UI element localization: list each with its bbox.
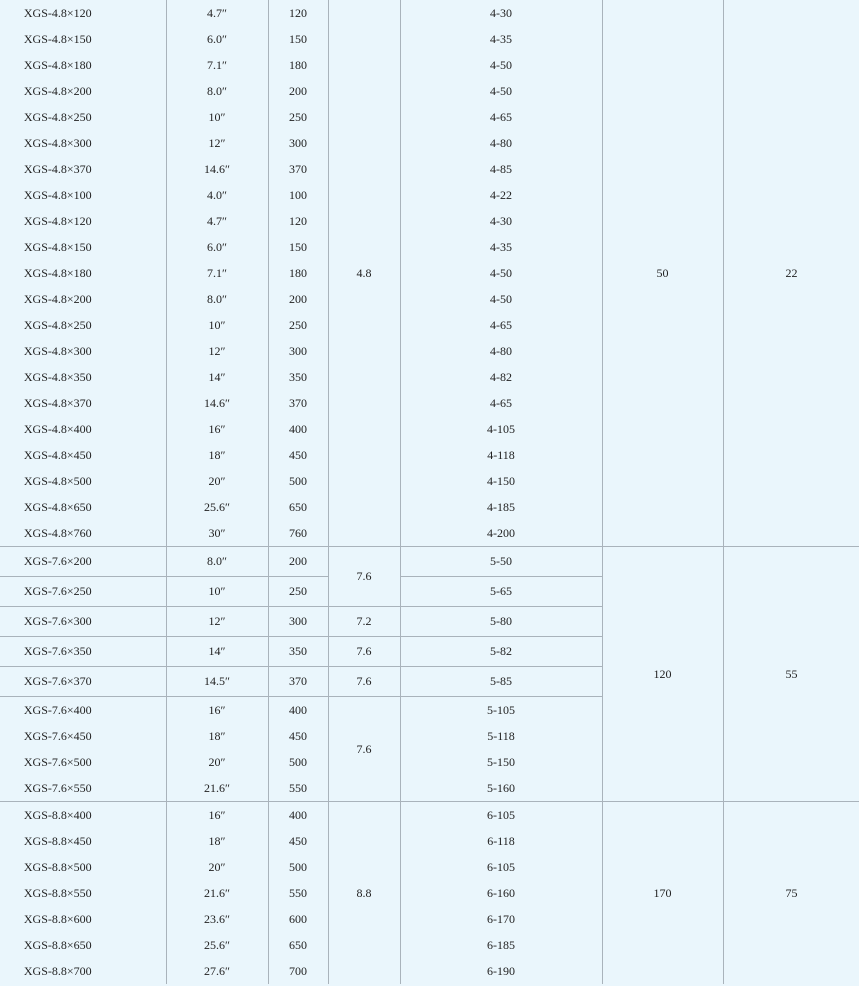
- package-qty-cell: 22: [723, 0, 859, 547]
- length-inch-cell: 18″: [166, 828, 268, 854]
- length-inch-cell: 4.7″: [166, 0, 268, 26]
- model-cell: XGS-8.8×400: [0, 802, 166, 829]
- bundle-diameter-cell: 4-65: [400, 312, 602, 338]
- length-mm-cell: 650: [268, 494, 328, 520]
- length-mm-cell: 450: [268, 442, 328, 468]
- model-cell: XGS-4.8×180: [0, 260, 166, 286]
- diameter-cell: 8.8: [328, 802, 400, 985]
- model-cell: XGS-4.8×180: [0, 52, 166, 78]
- model-cell: XGS-8.8×500: [0, 854, 166, 880]
- length-inch-cell: 10″: [166, 312, 268, 338]
- diameter-cell: 4.8: [328, 0, 400, 547]
- model-cell: XGS-4.8×300: [0, 338, 166, 364]
- length-mm-cell: 500: [268, 749, 328, 775]
- bundle-diameter-cell: 4-30: [400, 208, 602, 234]
- bundle-diameter-cell: 4-22: [400, 182, 602, 208]
- model-cell: XGS-4.8×650: [0, 494, 166, 520]
- length-inch-cell: 8.0″: [166, 547, 268, 577]
- length-mm-cell: 100: [268, 182, 328, 208]
- model-cell: XGS-4.8×400: [0, 416, 166, 442]
- model-cell: XGS-8.8×650: [0, 932, 166, 958]
- bundle-diameter-cell: 4-80: [400, 338, 602, 364]
- model-cell: XGS-7.6×400: [0, 697, 166, 724]
- model-cell: XGS-4.8×450: [0, 442, 166, 468]
- length-mm-cell: 650: [268, 932, 328, 958]
- model-cell: XGS-7.6×450: [0, 723, 166, 749]
- diameter-cell: 7.6: [328, 667, 400, 697]
- model-cell: XGS-4.8×370: [0, 156, 166, 182]
- model-cell: XGS-7.6×370: [0, 667, 166, 697]
- length-inch-cell: 18″: [166, 723, 268, 749]
- model-cell: XGS-4.8×150: [0, 234, 166, 260]
- model-cell: XGS-4.8×500: [0, 468, 166, 494]
- length-inch-cell: 8.0″: [166, 286, 268, 312]
- length-mm-cell: 450: [268, 723, 328, 749]
- bundle-diameter-cell: 4-65: [400, 104, 602, 130]
- bundle-diameter-cell: 5-82: [400, 637, 602, 667]
- model-cell: XGS-8.8×600: [0, 906, 166, 932]
- diameter-cell: 7.2: [328, 607, 400, 637]
- bundle-diameter-cell: 4-65: [400, 390, 602, 416]
- length-mm-cell: 370: [268, 390, 328, 416]
- length-mm-cell: 400: [268, 416, 328, 442]
- length-inch-cell: 16″: [166, 697, 268, 724]
- bundle-diameter-cell: 4-82: [400, 364, 602, 390]
- package-qty-cell: 75: [723, 802, 859, 985]
- length-mm-cell: 550: [268, 880, 328, 906]
- length-mm-cell: 250: [268, 312, 328, 338]
- length-inch-cell: 25.6″: [166, 932, 268, 958]
- length-mm-cell: 120: [268, 208, 328, 234]
- model-cell: XGS-4.8×120: [0, 208, 166, 234]
- length-inch-cell: 10″: [166, 104, 268, 130]
- bundle-diameter-cell: 5-150: [400, 749, 602, 775]
- length-mm-cell: 300: [268, 130, 328, 156]
- length-mm-cell: 700: [268, 958, 328, 984]
- model-cell: XGS-8.8×450: [0, 828, 166, 854]
- bundle-diameter-cell: 5-105: [400, 697, 602, 724]
- model-cell: XGS-7.6×250: [0, 577, 166, 607]
- model-cell: XGS-4.8×120: [0, 0, 166, 26]
- bundle-diameter-cell: 5-160: [400, 775, 602, 802]
- bundle-diameter-cell: 4-85: [400, 156, 602, 182]
- model-cell: XGS-7.6×350: [0, 637, 166, 667]
- bundle-diameter-cell: 4-50: [400, 52, 602, 78]
- length-inch-cell: 7.1″: [166, 52, 268, 78]
- table-row: [0, 0, 859, 26]
- bundle-diameter-cell: 6-160: [400, 880, 602, 906]
- length-inch-cell: 10″: [166, 577, 268, 607]
- bundle-diameter-cell: 4-35: [400, 26, 602, 52]
- package-qty-cell: 55: [723, 547, 859, 802]
- length-inch-cell: 14″: [166, 364, 268, 390]
- length-mm-cell: 200: [268, 286, 328, 312]
- bundle-diameter-cell: 4-118: [400, 442, 602, 468]
- model-cell: XGS-4.8×250: [0, 104, 166, 130]
- bundle-diameter-cell: 6-190: [400, 958, 602, 984]
- bundle-diameter-cell: 4-185: [400, 494, 602, 520]
- length-inch-cell: 8.0″: [166, 78, 268, 104]
- bundle-diameter-cell: 4-150: [400, 468, 602, 494]
- length-inch-cell: 12″: [166, 607, 268, 637]
- model-cell: XGS-4.8×760: [0, 520, 166, 547]
- length-inch-cell: 16″: [166, 802, 268, 829]
- model-cell: XGS-7.6×300: [0, 607, 166, 637]
- length-inch-cell: 6.0″: [166, 234, 268, 260]
- length-mm-cell: 200: [268, 78, 328, 104]
- length-mm-cell: 300: [268, 607, 328, 637]
- model-cell: XGS-7.6×200: [0, 547, 166, 577]
- length-inch-cell: 25.6″: [166, 494, 268, 520]
- length-mm-cell: 600: [268, 906, 328, 932]
- length-inch-cell: 14.5″: [166, 667, 268, 697]
- length-mm-cell: 370: [268, 667, 328, 697]
- length-inch-cell: 20″: [166, 749, 268, 775]
- length-mm-cell: 450: [268, 828, 328, 854]
- model-cell: XGS-4.8×370: [0, 390, 166, 416]
- model-cell: XGS-7.6×550: [0, 775, 166, 802]
- length-mm-cell: 200: [268, 547, 328, 577]
- diameter-cell: 7.6: [328, 637, 400, 667]
- bundle-diameter-cell: 4-35: [400, 234, 602, 260]
- bundle-diameter-cell: 6-105: [400, 854, 602, 880]
- length-inch-cell: 7.1″: [166, 260, 268, 286]
- length-mm-cell: 400: [268, 802, 328, 829]
- bundle-diameter-cell: 5-50: [400, 547, 602, 577]
- model-cell: XGS-4.8×200: [0, 286, 166, 312]
- length-mm-cell: 550: [268, 775, 328, 802]
- length-inch-cell: 14″: [166, 637, 268, 667]
- length-inch-cell: 21.6″: [166, 775, 268, 802]
- bundle-diameter-cell: 4-50: [400, 286, 602, 312]
- length-mm-cell: 150: [268, 234, 328, 260]
- model-cell: XGS-4.8×250: [0, 312, 166, 338]
- bundle-diameter-cell: 5-65: [400, 577, 602, 607]
- bundle-diameter-cell: 5-118: [400, 723, 602, 749]
- length-mm-cell: 300: [268, 338, 328, 364]
- tensile-strength-cell: 50: [602, 0, 723, 547]
- length-mm-cell: 180: [268, 52, 328, 78]
- model-cell: XGS-4.8×100: [0, 182, 166, 208]
- length-mm-cell: 350: [268, 364, 328, 390]
- table-row: [0, 802, 859, 829]
- bundle-diameter-cell: 6-118: [400, 828, 602, 854]
- bundle-diameter-cell: 6-185: [400, 932, 602, 958]
- diameter-cell: 7.6: [328, 547, 400, 607]
- length-mm-cell: 760: [268, 520, 328, 547]
- model-cell: XGS-4.8×200: [0, 78, 166, 104]
- model-cell: XGS-8.8×550: [0, 880, 166, 906]
- length-inch-cell: 4.0″: [166, 182, 268, 208]
- length-mm-cell: 250: [268, 104, 328, 130]
- model-cell: XGS-8.8×700: [0, 958, 166, 984]
- length-inch-cell: 18″: [166, 442, 268, 468]
- bundle-diameter-cell: 4-105: [400, 416, 602, 442]
- bundle-diameter-cell: 6-105: [400, 802, 602, 829]
- length-inch-cell: 4.7″: [166, 208, 268, 234]
- length-inch-cell: 12″: [166, 338, 268, 364]
- bundle-diameter-cell: 4-50: [400, 260, 602, 286]
- bundle-diameter-cell: 6-170: [400, 906, 602, 932]
- model-cell: XGS-4.8×350: [0, 364, 166, 390]
- bundle-diameter-cell: 4-80: [400, 130, 602, 156]
- length-inch-cell: 14.6″: [166, 390, 268, 416]
- length-inch-cell: 30″: [166, 520, 268, 547]
- table-row: [0, 547, 859, 577]
- length-mm-cell: 370: [268, 156, 328, 182]
- length-mm-cell: 180: [268, 260, 328, 286]
- length-inch-cell: 27.6″: [166, 958, 268, 984]
- length-mm-cell: 500: [268, 854, 328, 880]
- bundle-diameter-cell: 4-200: [400, 520, 602, 547]
- length-mm-cell: 250: [268, 577, 328, 607]
- bundle-diameter-cell: 4-50: [400, 78, 602, 104]
- length-mm-cell: 150: [268, 26, 328, 52]
- model-cell: XGS-4.8×300: [0, 130, 166, 156]
- bundle-diameter-cell: 5-80: [400, 607, 602, 637]
- length-mm-cell: 400: [268, 697, 328, 724]
- tensile-strength-cell: 120: [602, 547, 723, 802]
- length-inch-cell: 14.6″: [166, 156, 268, 182]
- tensile-strength-cell: 170: [602, 802, 723, 985]
- length-mm-cell: 120: [268, 0, 328, 26]
- diameter-cell: 7.6: [328, 697, 400, 802]
- length-inch-cell: 21.6″: [166, 880, 268, 906]
- length-inch-cell: 12″: [166, 130, 268, 156]
- model-cell: XGS-4.8×150: [0, 26, 166, 52]
- model-cell: XGS-7.6×500: [0, 749, 166, 775]
- length-inch-cell: 6.0″: [166, 26, 268, 52]
- bundle-diameter-cell: 5-85: [400, 667, 602, 697]
- length-inch-cell: 20″: [166, 468, 268, 494]
- length-inch-cell: 16″: [166, 416, 268, 442]
- length-inch-cell: 20″: [166, 854, 268, 880]
- length-inch-cell: 23.6″: [166, 906, 268, 932]
- bundle-diameter-cell: 4-30: [400, 0, 602, 26]
- length-mm-cell: 350: [268, 637, 328, 667]
- length-mm-cell: 500: [268, 468, 328, 494]
